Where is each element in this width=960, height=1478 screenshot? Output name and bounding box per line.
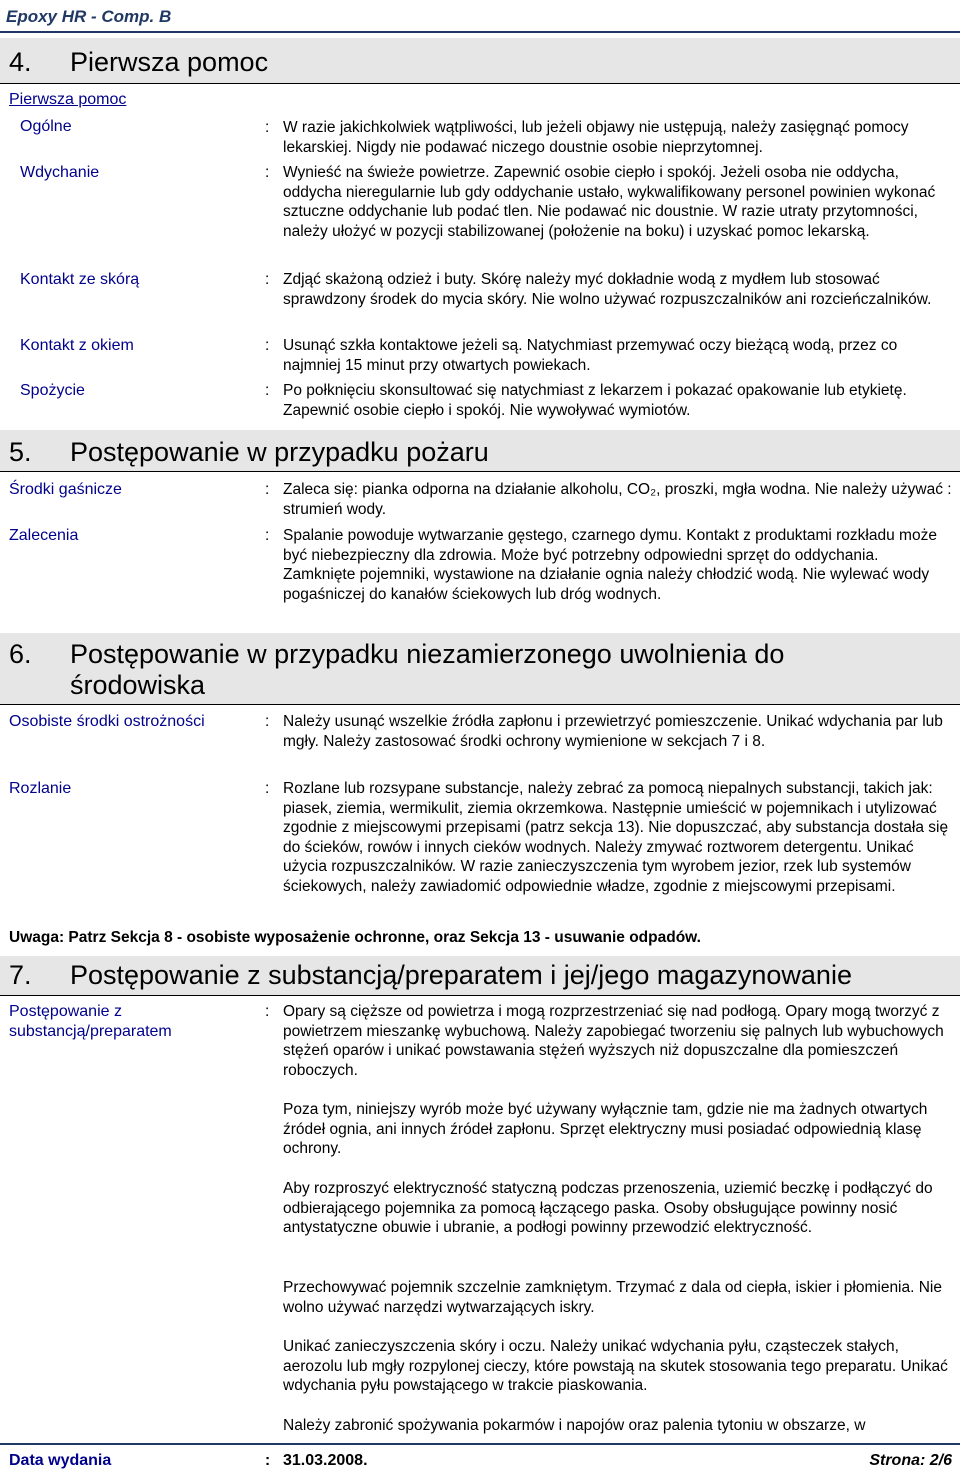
section-5-number: 5. <box>9 437 32 467</box>
label-spillage: Rozlanie <box>9 780 72 797</box>
label-eye-contact: Kontakt z okiem <box>20 337 134 354</box>
handling-paragraph-6: Należy zabronić spożywania pokarmów i napojów oraz palenia tytoniu w obszarze, w <box>283 1417 866 1434</box>
section-6-heading <box>9 639 784 670</box>
header-divider <box>0 31 960 33</box>
section-5-heading <box>9 437 489 468</box>
page-number: Strona: 2/6 <box>869 1452 952 1469</box>
section-6-title-line1: Postępowanie w przypadku niezamierzonego uwolnienia do <box>70 639 785 669</box>
text-extinguishing-media: Zaleca się: pianka odporna na działanie alkoholu, CO₂, proszki, mgła wodna. Nie należy używać : strumień wody. <box>283 481 952 518</box>
colon: : <box>265 527 270 544</box>
document-header <box>0 0 960 31</box>
section-6-title-line2: środowiska <box>70 670 206 700</box>
section-4-number: 4. <box>9 47 32 77</box>
handling-paragraph-2: Poza tym, niniejszy wyrób może być używany wyłącznie tam, gdzie nie ma żadnych otwartych źródeł ognia, ani innych źródeł zapłonu. Sprzęt elektryczny musi posiadać odpowiednią klasę ochrony. <box>283 1101 928 1158</box>
label-recommendations: Zalecenia <box>9 527 79 544</box>
colon: : <box>265 713 270 730</box>
colon: : <box>265 780 270 797</box>
text-personal-precautions: Należy usunąć wszelkie źródła zapłonu i przewietrzyć pomieszczenie. Unikać wdychania par lub mgły. Należy zastosować środki ochrony wymienione w sekcjach 7 i 8. <box>283 713 943 750</box>
label-ingestion: Spożycie <box>20 382 85 399</box>
colon: : <box>265 271 270 288</box>
label-inhalation: Wdychanie <box>20 164 100 181</box>
text-skin-contact: Zdjąć skażoną odzież i buty. Skórę należy myć dokładnie wodą z mydłem lub stosować sprawdzony środek do mycia skóry. Nie wolno używać rozpuszczalników ani rozcieńczalników. <box>283 271 932 308</box>
text-spillage: Rozlane lub rozsypane substancje, należy zebrać za pomocą niepalnych substancji, takich jak: piasek, ziemia, wermikulit, ziemia okrzemkowa. Następnie umieścić w pojemnikach i utylizować zgodnie z miejscowymi przepisami (patrz sekcja 13). Nie dopuszczać, aby substancja dostała się do ścieków, rowów i innych cieków wodnych. Należy zmywać roztworem detergentu. Unikać użycia rozpuszczalników. W razie zanieczyszczenia tym wyrobem jezior, rzek lub systemów ściekowych, należy zawiadomić odpowiednie władze, zgodnie z miejscowymi przepisami. <box>283 780 949 895</box>
label-personal-precautions: Osobiste środki ostrożności <box>9 713 205 730</box>
text-ingestion: Po połknięciu skonsultować się natychmiast z lekarzem i pokazać opakowanie lub etykietę. Zapewnić osobie ciepło i spokój. Nie wywoływać wymiotów. <box>283 382 907 419</box>
colon: : <box>265 481 270 498</box>
section-7-number: 7. <box>9 960 32 990</box>
section-7-heading <box>9 960 852 991</box>
issue-date-label: Data wydania <box>9 1452 112 1469</box>
footer-divider <box>0 1443 960 1445</box>
section-6-number: 6. <box>9 639 32 669</box>
handling-paragraph-4: Przechowywać pojemnik szczelnie zamkniętym. Trzymać z dala od ciepła, iskier i płomienia. Nie wolno używać narzędzi wytwarzających iskry. <box>283 1279 942 1316</box>
colon: : <box>265 119 270 136</box>
section-5-title: Postępowanie w przypadku pożaru <box>70 437 489 467</box>
text-eye-contact: Usunąć szkła kontaktowe jeżeli są. Natychmiast przemywać oczy bieżącą wodą, przez co najmniej 15 minut przy otwartych powiekach. <box>283 337 898 374</box>
colon: : <box>265 164 270 181</box>
text-inhalation: Wynieść na świeże powietrze. Zapewnić osobie ciepło i spokój. Jeżeli osoba nie oddycha, oddycha nieregularnie lub gdy oddychanie ustało, wykwalifikowany personel powinien wykonać sztuczne oddychanie lub podać tlen. Nie podawać nic doustnie. W razie utraty przytomności, należy ułożyć w pozycji stabilizowanej (położenie na boku) i uzyskać pomoc lekarską. <box>283 164 936 240</box>
first-aid-subheading: Pierwsza pomoc <box>9 91 127 108</box>
text-general: W razie jakichkolwiek wątpliwości, lub jeżeli objawy nie ustępują, należy zasięgnąć pomocy lekarskiej. Nigdy nie podawać niczego doustnie osobie nieprzytomnej. <box>283 119 909 156</box>
section-4-heading <box>9 47 268 78</box>
colon: : <box>265 1003 270 1020</box>
document-title: Epoxy HR - Comp. B <box>6 7 172 26</box>
label-skin-contact: Kontakt ze skórą <box>20 271 140 288</box>
colon: : <box>265 1452 271 1469</box>
section-4-title: Pierwsza pomoc <box>70 47 269 77</box>
handling-paragraph-1: Opary są cięższe od powietrza i mogą rozprzestrzeniać się nad podłogą. Opary mogą tworzyć z powietrzem mieszankę wybuchową. Należy zapobiegać tworzeniu się palnych lub wybuchowych stężeń oparów i unikać powstawania stężeń wyższych niż dopuszczalne dla pomieszczeń roboczych. <box>283 1003 944 1079</box>
issue-date-value: 31.03.2008. <box>283 1452 368 1469</box>
text-recommendations: Spalanie powoduje wytwarzanie gęstego, czarnego dymu. Kontakt z produktami rozkładu może być niebezpieczny dla zdrowia. Może być potrzebny odpowiedni sprzęt do oddychania. Zamknięte pojemniki, wystawione na działanie ognia należy chłodzić wodą. Nie wylewać wody pogaśniczej do kanałów ściekowych lub dróg wodnych. <box>283 527 937 603</box>
label-extinguishing-media: Środki gaśnicze <box>9 481 122 498</box>
colon: : <box>265 337 270 354</box>
label-general: Ogólne <box>20 118 72 135</box>
handling-paragraph-5: Unikać zanieczyszczenia skóry i oczu. Należy unikać wdychania pyłu, cząsteczek stałych, aerozolu lub mgły rozpylonej cieczy, które powstają na skutek stosowania tego preparatu. Unikać wdychania pyłu powstającego w trakcie piaskowania. <box>283 1338 948 1395</box>
section-7-title: Postępowanie z substancją/preparatem i jej/jego magazynowanie <box>70 960 852 990</box>
label-handling: Postępowanie z substancją/preparatem <box>9 1003 172 1040</box>
colon: : <box>265 382 270 399</box>
handling-paragraph-3: Aby rozproszyć elektryczność statyczną podczas przenoszenia, uziemić beczkę i podłączyć do odbierającego pojemnika za pomocą łączącego paska. Osoby obsługujące powinny nosić antystatyczne obuwie i ubranie, a podłogi powinny przewodzić elektryczność. <box>283 1180 933 1237</box>
section-6-note: Uwaga: Patrz Sekcja 8 - osobiste wyposażenie ochronne, oraz Sekcja 13 - usuwanie odpadów. <box>9 929 701 946</box>
